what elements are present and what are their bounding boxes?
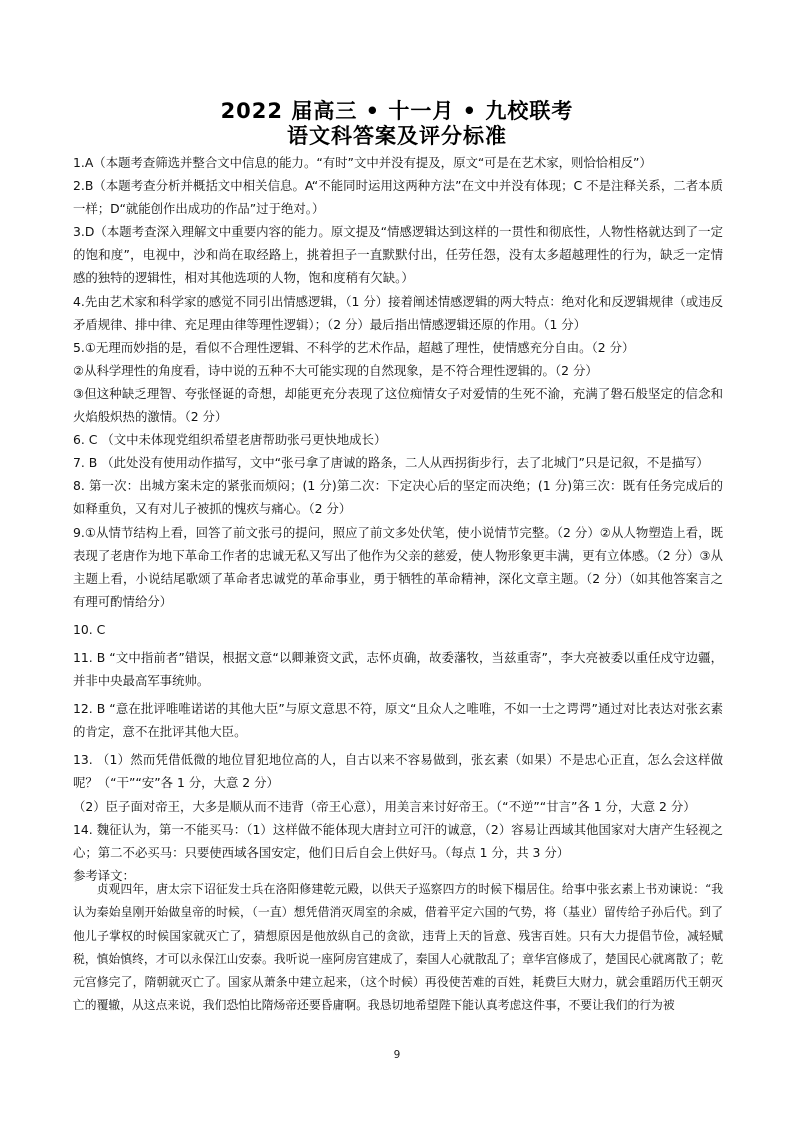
page-subtitle: 语文科答案及评分标准: [287, 124, 507, 148]
answer-item-10: 10. C: [73, 621, 106, 637]
answer-item-6: 6. C （文中未体现党组织希望老唐帮助张弓更快地成长）: [73, 432, 387, 448]
answer-item-5-point-2: ②从科学理性的角度看，诗中说的五种不大可能实现的自然现象，是不符合理性逻辑的。（2 分）: [73, 362, 598, 378]
answer-item-3: 3.D（本题考查深入理解文中重要内容的能力。原文提及“情感逻辑达到这样的一贯性和彻底性，人物性格就达到了一定的饱和度”，电视中，沙和尚在取经路上，挑着担子一直默默付出，任劳任怨，没有太多超越理性的行为，缺乏一定情感的独特的逻辑性，相对其他选项的人物，饱和度稍有欠缺。）: [73, 224, 723, 286]
answer-item-7: 7. B （此处没有使用动作描写，文中“张弓拿了唐诚的路条，二人从西拐街步行，去了北城门”只是记叙，不是描写）: [73, 455, 709, 471]
answer-item-11: 11. B “文中指前者”错误，根据文意“以卿兼资文武，志怀贞确，故委藩牧，当兹重寄”，李大亮被委以重任戍守边疆，并非中央最高军事统帅。: [73, 649, 723, 689]
answer-item-1: 1.A（本题考查筛选并整合文中信息的能力。“有时”文中并没有提及，原文“可是在艺术家，则恰恰相反”）: [73, 155, 652, 170]
answer-item-4: 4.先由艺术家和科学家的感觉不同引出情感逻辑，（1 分）接着阐述情感逻辑的两大特点：绝对化和反逻辑规律（或违反矛盾规律、排中律、充足理由律等理性逻辑）；（2 分）最后指出情感逻辑还原的作用。（1 分）: [73, 293, 723, 332]
page-number: 9: [393, 1049, 401, 1061]
answer-item-14: 14. 魏征认为，第一不能买马：（1）这样做不能体现大唐封立可汗的诚意，（2）容易让西域其他国家对大唐产生轻视之心；第二不必买马：只要使西域各国安定，他们日后自会上供好马。（每点 1 分，共 3 分）: [73, 821, 723, 860]
answer-list: [73, 151, 723, 887]
answer-item-5-point-3: ③但这种缺乏理智、夸张怪诞的奇想，却能更充分表现了这位痴情女子对爱情的生死不渝，充满了磐石般坚定的信念和火焰般炽热的激情。（2 分）: [73, 385, 723, 425]
page-title: 2022 届高三 • 十一月 • 九校联考: [220, 99, 574, 123]
answer-item-13-part-2: （2）臣子面对帝王，大多是顺从而不违背（帝王心意），用美言来讨好帝王。（“不逆”“甘言”各 1 分，大意 2 分）: [73, 798, 696, 814]
translation-heading: 参考译文：: [73, 867, 135, 883]
answer-item-12: 12. B “意在批评唯唯诺诺的其他大臣”与原文意思不符，原文“且众人之唯唯，不如一士之谔谔”通过对比表达对张玄素的肯定，意不在批评其他大臣。: [73, 701, 723, 740]
reference-translation: [73, 878, 723, 1018]
answer-item-5: 5.①无理而妙指的是，看似不合理性逻辑、不科学的艺术作品，超越了理性，使情感充分自由。（2 分）: [73, 339, 635, 355]
answer-item-9: 9.①从情节结构上看，回答了前文张弓的提问，照应了前文多处伏笔，使小说情节完整。（2 分）②从人物塑造上看，既表现了老唐作为地下革命工作者的忠诚无私又写出了他作为父亲的慈爱，使人物形象更丰满，更有立体感。（2 分）③从主题上看，小说结尾歌颂了革命者忠诚党的革命事业，勇于牺牲的革命精神，深化文章主题。（2 分）（如其他答案言之有理可酌情给分）: [73, 524, 723, 609]
translation-paragraph: 贞观四年，唐太宗下诏征发士兵在洛阳修建乾元殿，以供天子巡察四方的时候下榻居住。给事中张玄素上书劝谏说：“我认为秦始皇刚开始做皇帝的时候，（一直）想凭借消灭周室的余威，借着平定六国的气势，将（基业）留传给子孙后代。到了他儿子掌权的时候国家就灭亡了，猜想原因是他放纵自己的贪欲，违背上天的旨意、残害百姓。只有大力提倡节俭，减轻赋税，慎始慎终，才可以永保江山安泰。我听说一座阿房宫建成了，秦国人心就散乱了；章华宫修成了，楚国民心就离散了；乾元宫修完了，隋朝就灭亡了。国家从萧条中建立起来，（这个时候）再役使苦难的百姓，耗费巨大财力，就会重蹈历代王朝灭亡的覆辙，从这点来说，我们恐怕比隋炀帝还要昏庸啊。我恳切地希望陛下能认真考虑这件事，不要让我们的行为被: [73, 882, 723, 1013]
answer-item-8: 8. 第一次：出城方案未定的紧张而烦闷；(1 分)第二次：下定决心后的坚定而决绝；(1 分)第三次：既有任务完成后的如释重负，又有对儿子被抓的愧疚与痛心。（2 分）: [73, 478, 723, 517]
answer-item-13-part-1: 13. （1）然而凭借低微的地位冒犯地位高的人，自古以来不容易做到，张玄素（如果）不是忠心正直，怎么会这样做呢？（“干”“安”各 1 分，大意 2 分）: [73, 752, 723, 791]
answer-item-2: 2.B（本题考查分析并概括文中相关信息。A“不能同时运用这两种方法”在文中并没有体现；C 不是注释关系，二者本质一样；D“就能创作出成功的作品”过于绝对。）: [73, 178, 723, 217]
